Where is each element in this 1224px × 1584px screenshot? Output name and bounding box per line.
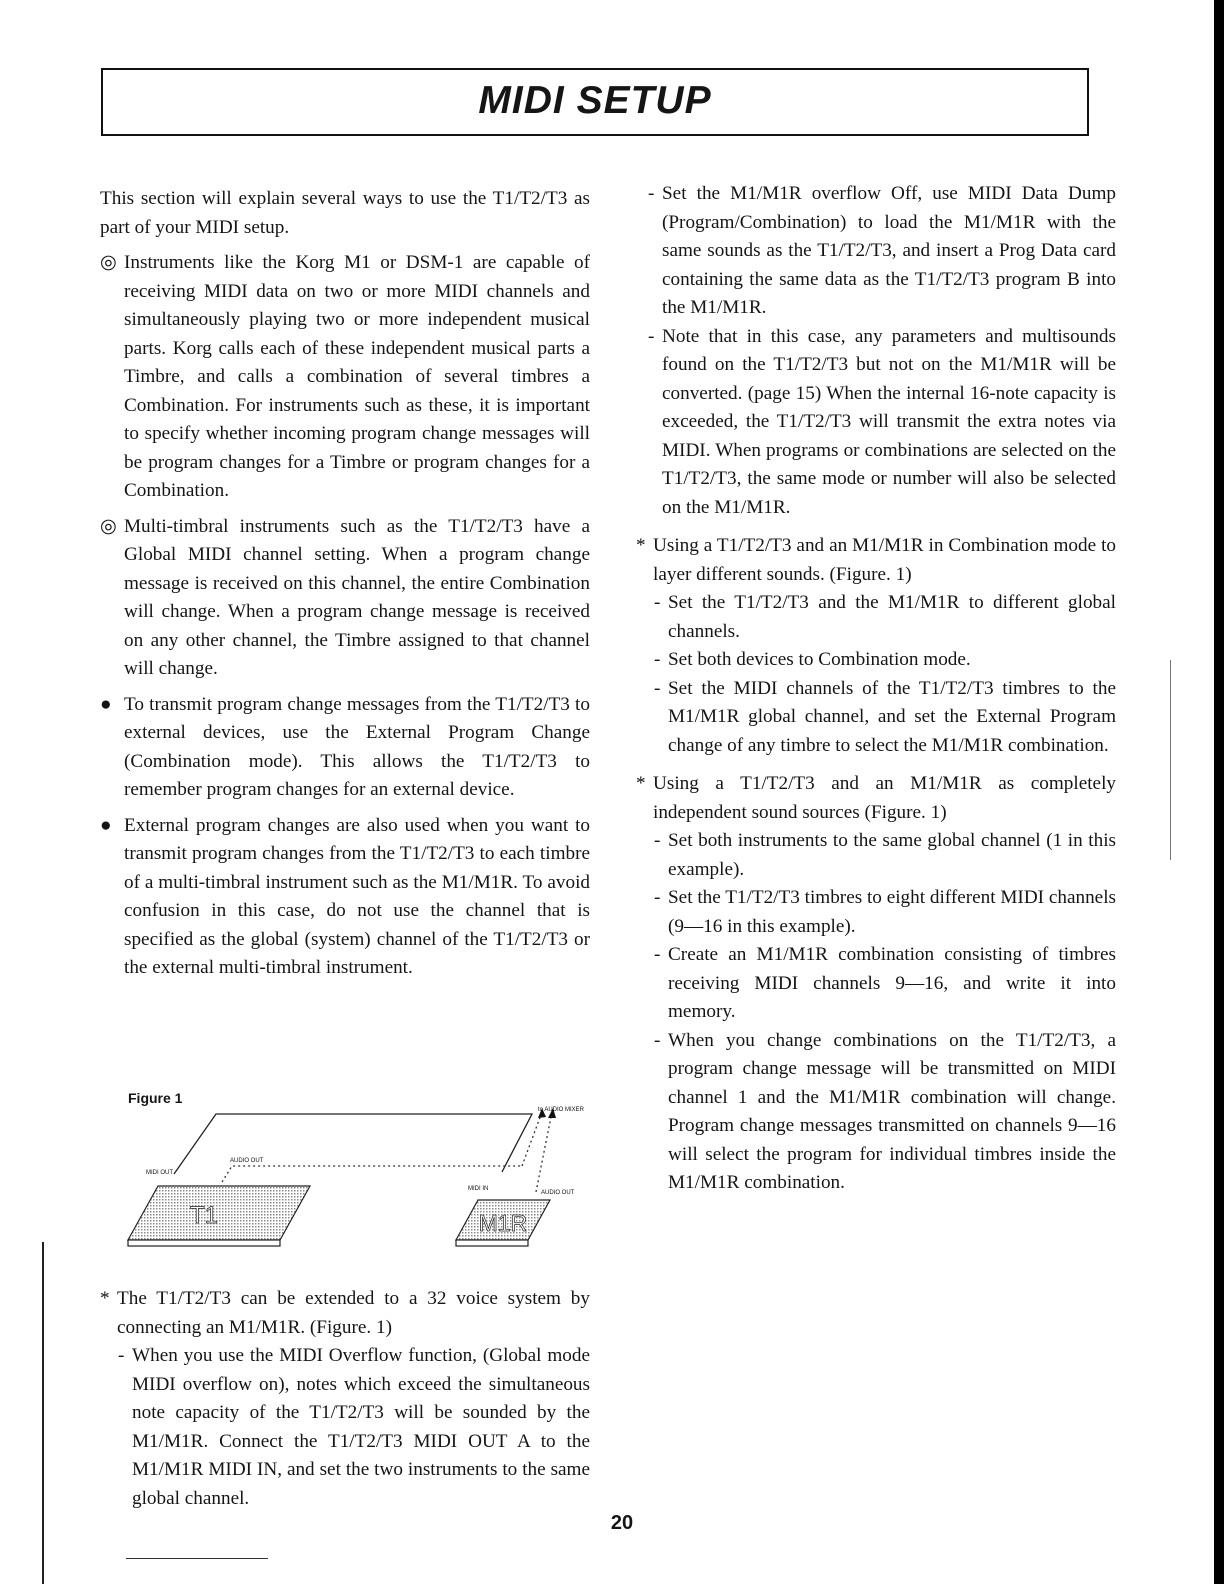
footer-rule: [126, 1558, 268, 1559]
sub-text: When you use the MIDI Overflow function, (Global mode MIDI overflow on), notes which exceed the simultaneous note capacity of the T1/T2/T3 will be sounded by the M1/M1R. Connect the T1/T2/T3 MIDI OUT A to the M1/M1R MIDI IN, and set the two instruments to the same global channel.: [132, 1345, 590, 1509]
device-t1-label: T1: [189, 1202, 219, 1229]
dash-marker: -: [648, 325, 655, 347]
bullet-item-timbre: [100, 249, 590, 506]
sub-item-different-channels: [654, 589, 1116, 646]
star-item-32-voice: [100, 1285, 590, 1342]
device-m1r-label: M1R: [478, 1210, 528, 1236]
scan-margin-line-right: [1170, 660, 1171, 860]
dash-marker: -: [654, 1029, 661, 1051]
asterisk-marker: *: [636, 773, 646, 794]
bullet-text: Multi-timbral instruments such as the T1/T2/T3 have a Global MIDI channel setting. When a program change message is received on this channel, the entire Combination will change. When a program change message is received on any other channel, the Timbre assigned to that channel will change.: [124, 515, 590, 679]
bullet-text: Instruments like the Korg M1 or DSM-1 are capable of receiving MIDI data on two or more MIDI channels and simultaneously playing two or more independent musical parts. Korg calls each of these independent musical parts a Timbre, and calls a combination of several timbres a Combination. For instruments such as these, it is important to specify whether incoming program change messages will be program changes for a Timbre or program changes for a Combination.: [124, 252, 590, 501]
sub-text: Create an M1/M1R combination consisting of timbres receiving MIDI channels 9—16, and write it into memory.: [668, 944, 1116, 1022]
page-title-box: [101, 68, 1089, 136]
voice-extension-section: [100, 1285, 590, 1513]
sub-item-change-combinations: [654, 1027, 1116, 1198]
scan-edge-bar: [1214, 0, 1224, 1584]
dash-marker: -: [654, 649, 661, 670]
connection-diagram: [120, 1088, 600, 1248]
page-number: 20: [610, 1512, 634, 1534]
dash-marker: -: [654, 830, 661, 851]
midi-out-label: MIDI OUT: [146, 1170, 173, 1176]
sub-item-same-global: [654, 827, 1116, 884]
sub-item-overflow-off: [648, 180, 1116, 323]
dash-marker: -: [654, 677, 661, 699]
midi-in-label: MIDI IN: [468, 1186, 489, 1192]
audio-line-up-1: [522, 1112, 542, 1166]
sub-text: Note that in this case, any parameters and multisounds found on the T1/T2/T3 but not on the M1/M1R will be converted. (page 15) When the internal 16-note capacity is exceeded, the T1/T2/T3 will transmit the extra notes via MIDI. When programs or combinations are selected on the T1/T2/T3, the same mode or number will also be selected on the M1/M1R.: [662, 325, 1116, 518]
double-circle-icon: ◎: [100, 515, 117, 537]
t1-device-front: [128, 1240, 280, 1246]
bullet-text: External program changes are also used when you want to transmit program changes from the T1/T2/T3 to each timbre of a multi-timbral instrument such as the M1/M1R. To avoid confusion in this case, do not use the channel that is specified as the global (system) channel of the T1/T2/T3 or the external multi-timbral instrument.: [124, 814, 590, 978]
sub-text: Set the MIDI channels of the T1/T2/T3 timbres to the M1/M1R global channel, and set the External Program change of any timbre to select the M1/M1R combination.: [668, 677, 1116, 756]
sub-item-timbre-channels: [654, 675, 1116, 761]
audio-mixer-label: to AUDIO MIXER: [538, 1107, 585, 1113]
star-item-independent: [636, 770, 1116, 827]
sub-text: Set the T1/T2/T3 timbres to eight different MIDI channels (9—16 in this example).: [668, 887, 1116, 937]
dash-marker: -: [654, 887, 661, 908]
sub-text: Set the T1/T2/T3 and the M1/M1R to different global channels.: [668, 592, 1116, 642]
midi-cable: [174, 1114, 532, 1174]
star-text: Using a T1/T2/T3 and an M1/M1R as completely independent sound sources (Figure. 1): [653, 773, 1116, 823]
audio-out-left-label: AUDIO OUT: [230, 1158, 264, 1164]
filled-circle-icon: ●: [100, 814, 112, 836]
page-title: MIDI SETUP: [478, 79, 712, 122]
dash-marker: -: [648, 183, 655, 204]
audio-line-up-2: [536, 1112, 552, 1192]
dash-marker: -: [118, 1345, 125, 1366]
dash-marker: -: [654, 592, 661, 613]
bullet-item-transmit: [100, 691, 590, 805]
figure-1: [120, 1088, 600, 1248]
star-item-layer-sounds: [636, 532, 1116, 589]
sub-text: When you change combinations on the T1/T2/T3, a program change message will be transmitted on MIDI channel 1 and the M1/M1R combination will change. Program change messages transmitted on channels 9—16 will select the program for individual timbres inside the M1/M1R combination.: [668, 1029, 1116, 1193]
asterisk-marker: *: [100, 1288, 110, 1309]
star-text: The T1/T2/T3 can be extended to a 32 voice system by connecting an M1/M1R. (Figure. 1): [117, 1288, 590, 1338]
figure-title: Figure 1: [128, 1090, 183, 1106]
right-column: [636, 180, 1116, 1198]
sub-item-combination-mode: [654, 646, 1116, 675]
audio-out-right-label: AUDIO OUT: [541, 1190, 575, 1196]
intro-paragraph: This section will explain several ways to use the T1/T2/T3 as part of your MIDI setup.: [100, 188, 590, 238]
sub-item-create-combination: [654, 941, 1116, 1027]
sub-item-conversion-note: [648, 323, 1116, 523]
double-circle-icon: ◎: [100, 252, 117, 273]
bullet-item-external-program: [100, 812, 590, 983]
scan-margin-line: [42, 1242, 44, 1584]
sub-item-eight-channels: [654, 884, 1116, 941]
audio-cable-t1: [222, 1166, 522, 1182]
star-text: Using a T1/T2/T3 and an M1/M1R in Combination mode to layer different sounds. (Figure. 1): [653, 535, 1116, 585]
asterisk-marker: *: [636, 535, 646, 556]
sub-item-overflow: [118, 1342, 590, 1513]
sub-text: Set both devices to Combination mode.: [668, 649, 971, 670]
m1r-device-front: [456, 1240, 528, 1246]
sub-text: Set both instruments to the same global channel (1 in this example).: [668, 830, 1116, 880]
t1-device-top: [128, 1186, 310, 1240]
dash-marker: -: [654, 944, 661, 965]
sub-text: Set the M1/M1R overflow Off, use MIDI Data Dump (Program/Combination) to load the M1/M1R with the same sounds as the T1/T2/T3, and insert a Prog Data card containing the same data as the T1/T2/T3 program B into the M1/M1R.: [662, 183, 1116, 318]
filled-circle-icon: ●: [100, 693, 112, 715]
bullet-item-global-channel: [100, 513, 590, 684]
bullet-text: To transmit program change messages from the T1/T2/T3 to external devices, use the External Program Change (Combination mode). This allows the T1/T2/T3 to remember program changes for an external device.: [124, 693, 590, 800]
left-column: [100, 185, 590, 983]
